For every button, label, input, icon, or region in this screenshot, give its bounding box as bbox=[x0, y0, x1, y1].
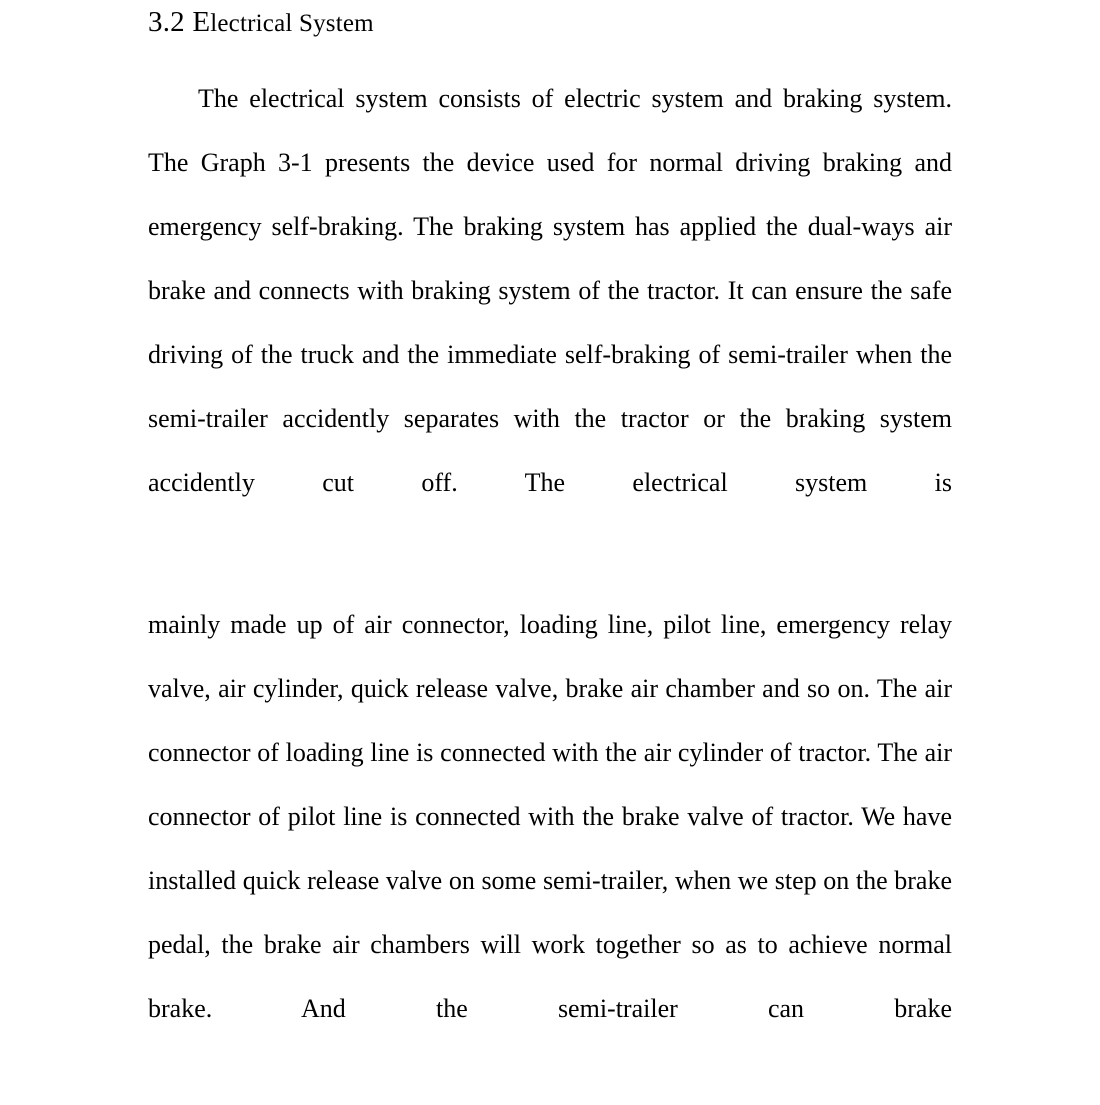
section-number: 3.2 bbox=[148, 6, 185, 38]
paragraph-2: mainly made up of air connector, loading line, pilot line, emergency relay valve, air cylinder, quick release valve, brake air chamber and so on. The air connector of loading line is connected with the air cylinder of tractor. The air connector of pilot line is connected with the brake valve of tractor. We have installed quick release valve on some semi-trailer, when we step on the brake pedal, the brake air chambers will work together so as to achieve normal brake. And the semi-trailer can brake bbox=[148, 610, 952, 1023]
section-title-rest: lectrical System bbox=[210, 10, 374, 37]
paragraph-1: The electrical system consists of electric system and braking system. The Graph 3-1 presents the device used for normal driving braking and emergency self-braking. The braking system has applied the dual-ways air brake and connects with braking system of the tractor. It can ensure the safe driving of the truck and the immediate self-braking of semi-trailer when the semi-trailer accidently separates with the tractor or the braking system accidently cut off. The electrical system is bbox=[148, 84, 952, 497]
section-heading bbox=[148, 0, 952, 37]
section-title-initial: E bbox=[192, 6, 211, 38]
